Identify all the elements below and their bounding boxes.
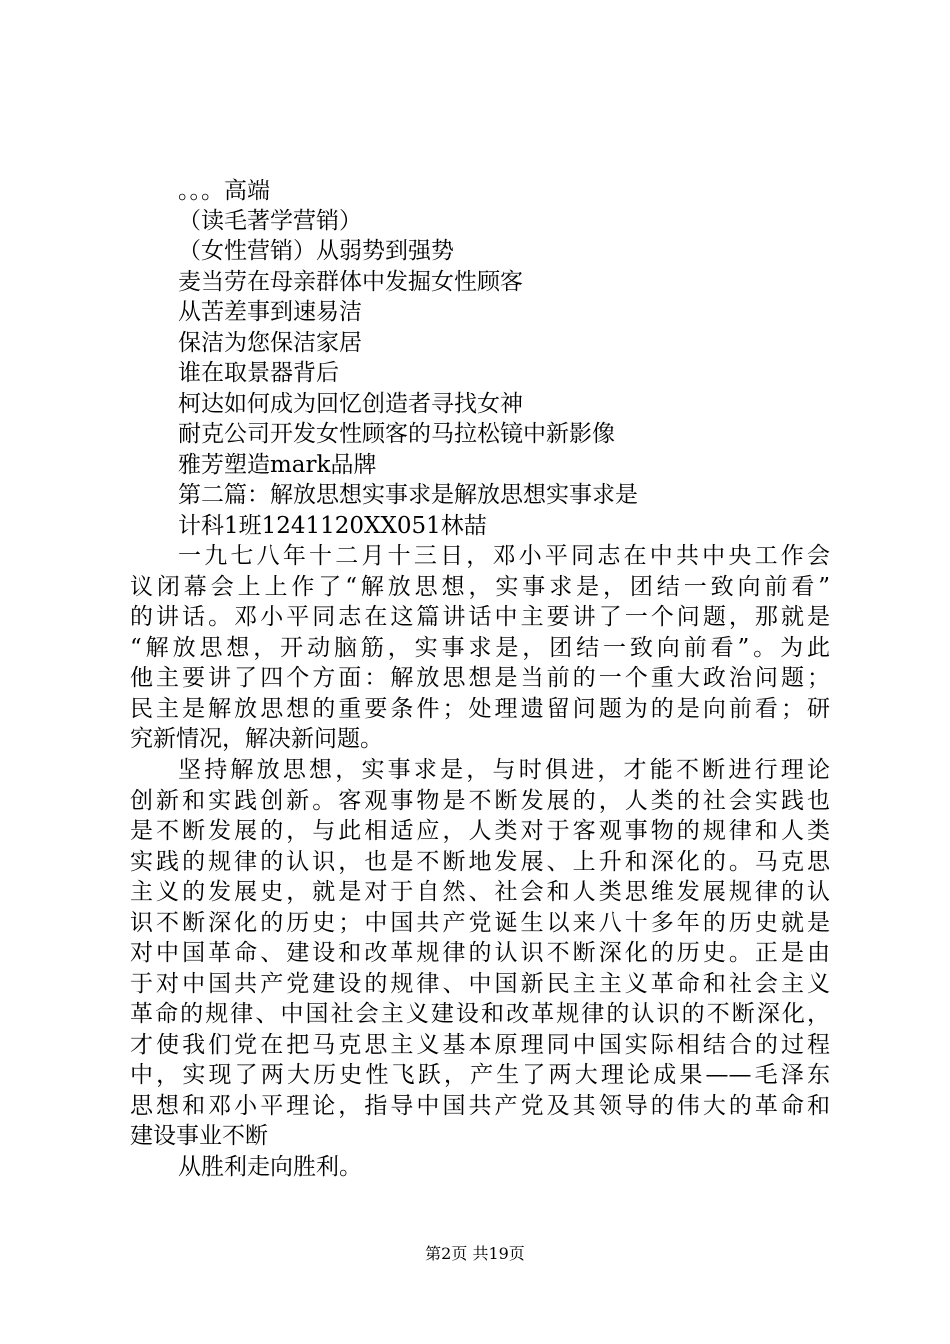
- text-line: 民主是解放思想的重要条件；处理遗留问题为的是向前看；研: [130, 695, 830, 722]
- heading-line: 从苦差事到速易洁: [178, 299, 362, 325]
- author-line: 计科1班1241120XX051林喆: [178, 513, 487, 539]
- text-line: 是不断发展的，与此相适应，人类对于客观事物的规律和人类: [130, 818, 830, 844]
- heading-line: （读毛著学营销）: [178, 208, 362, 234]
- text-line: 创新和实践创新。客观事物是不断发展的，人类的社会实践也: [130, 787, 830, 814]
- paragraph-3: [130, 1152, 830, 1183]
- section-title: 第二篇：解放思想实事求是解放思想实事求是: [178, 482, 638, 508]
- text-line: 他主要讲了四个方面：解放思想是当前的一个重大政治问题；: [130, 665, 830, 691]
- text-line: 革命的规律、中国社会主义建设和改革规律的认识的不断深化，: [130, 1001, 830, 1027]
- heading-line: 麦当劳在母亲群体中发掘女性顾客: [178, 269, 523, 295]
- heading-line: 谁在取景器背后: [178, 360, 339, 386]
- heading-line: 。。。高端: [178, 178, 270, 204]
- text-line: 建设事业不断: [130, 1123, 268, 1149]
- text-line: 的讲话。邓小平同志在这篇讲话中主要讲了一个问题，那就是: [130, 604, 830, 630]
- text-line: 主义的发展史，就是对于自然、社会和人类思维发展规律的认: [130, 879, 830, 905]
- heading-line: 柯达如何成为回忆创造者寻找女神: [178, 391, 523, 417]
- text-line: 从胜利走向胜利。: [178, 1154, 362, 1180]
- text-line: 思想和邓小平理论，指导中国共产党及其领导的伟大的革命和: [130, 1092, 830, 1119]
- text-line: 议闭幕会上上作了“解放思想，实事求是，团结一致向前看”: [130, 573, 830, 600]
- heading-line: 耐克公司开发女性顾客的马拉松镜中新影像: [178, 421, 615, 447]
- text-line: “解放思想，开动脑筋，实事求是，团结一致向前看”。为此: [130, 634, 830, 661]
- text-line: 一九七八年十二月十三日，邓小平同志在中共中央工作会: [178, 543, 830, 569]
- text-line: 于对中国共产党建设的规律、中国新民主主义革命和社会主义: [130, 970, 830, 997]
- text-line: 才使我们党在把马克思主义基本原理同中国实际相结合的过程: [130, 1031, 830, 1058]
- text-line: 识不断深化的历史；中国共产党诞生以来八十多年的历史就是: [130, 909, 830, 936]
- text-line: 究新情况，解决新问题。: [130, 726, 383, 752]
- text-line: 实践的规律的认识，也是不断地发展、上升和深化的。马克思: [130, 848, 830, 875]
- paragraph-1: [130, 541, 830, 755]
- text-line: 对中国革命、建设和改革规律的认识不断深化的历史。正是由: [130, 940, 830, 966]
- page-footer: 第2页 共19页: [425, 1244, 525, 1263]
- paragraph-2: [130, 755, 830, 1152]
- heading-line: （女性营销）从弱势到强势: [178, 238, 454, 264]
- text-line: 坚持解放思想，实事求是，与时俱进，才能不断进行理论: [178, 757, 830, 783]
- text-line: 中，实现了两大历史性飞跃，产生了两大理论成果——毛泽东: [130, 1062, 830, 1088]
- heading-line: 雅芳塑造mark品牌: [178, 452, 377, 478]
- heading-line: 保洁为您保洁家居: [178, 330, 362, 356]
